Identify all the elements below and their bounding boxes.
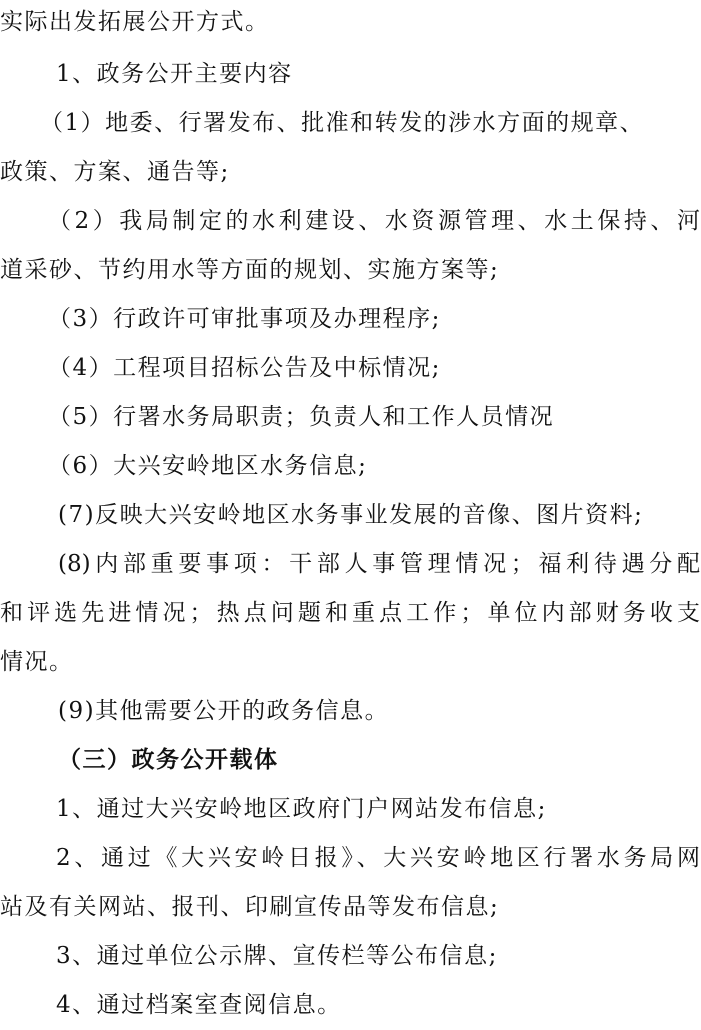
list-item: （4）工程项目招标公告及中标情况; <box>48 355 441 381</box>
list-item: 3、通过单位公示牌、宣传栏等公布信息; <box>56 943 498 969</box>
list-item-continuation: 情况。 <box>0 649 74 675</box>
section-heading: （三）政务公开载体 <box>58 746 279 773</box>
list-item-continuation: 站及有关网站、报刊、印刷宣传品等发布信息; <box>0 894 500 920</box>
paragraph-line: 实际出发拓展公开方式。 <box>0 9 270 35</box>
list-item: （5）行署水务局职责；负责人和工作人员情况 <box>48 404 555 430</box>
list-item-continuation: 政策、方案、通告等; <box>0 159 230 185</box>
list-item-continuation: 道采砂、节约用水等方面的规划、实施方案等; <box>0 257 500 283</box>
list-item: 4、通过档案室查阅信息。 <box>56 992 342 1018</box>
list-item: (9)其他需要公开的政务信息。 <box>58 698 390 724</box>
list-item: （1）地委、行署发布、批准和转发的涉水方面的规章、 <box>40 110 645 136</box>
list-item: (7)反映大兴安岭地区水务事业发展的音像、图片资料; <box>58 502 644 528</box>
list-item: （3）行政许可审批事项及办理程序; <box>48 306 441 332</box>
list-item-continuation: 和评选先进情况；热点问题和重点工作；单位内部财务收支 <box>0 600 700 626</box>
list-item: 1、通过大兴安岭地区政府门户网站发布信息; <box>56 796 547 822</box>
list-item-heading: 1、政务公开主要内容 <box>56 61 293 87</box>
list-item: (8)内部重要事项：干部人事管理情况；福利待遇分配 <box>58 551 700 577</box>
list-item: 2、通过《大兴安岭日报》、大兴安岭地区行署水务局网 <box>56 845 700 871</box>
list-item: （6）大兴安岭地区水务信息; <box>48 453 368 479</box>
list-item: （2）我局制定的水利建设、水资源管理、水土保持、河 <box>48 208 700 234</box>
